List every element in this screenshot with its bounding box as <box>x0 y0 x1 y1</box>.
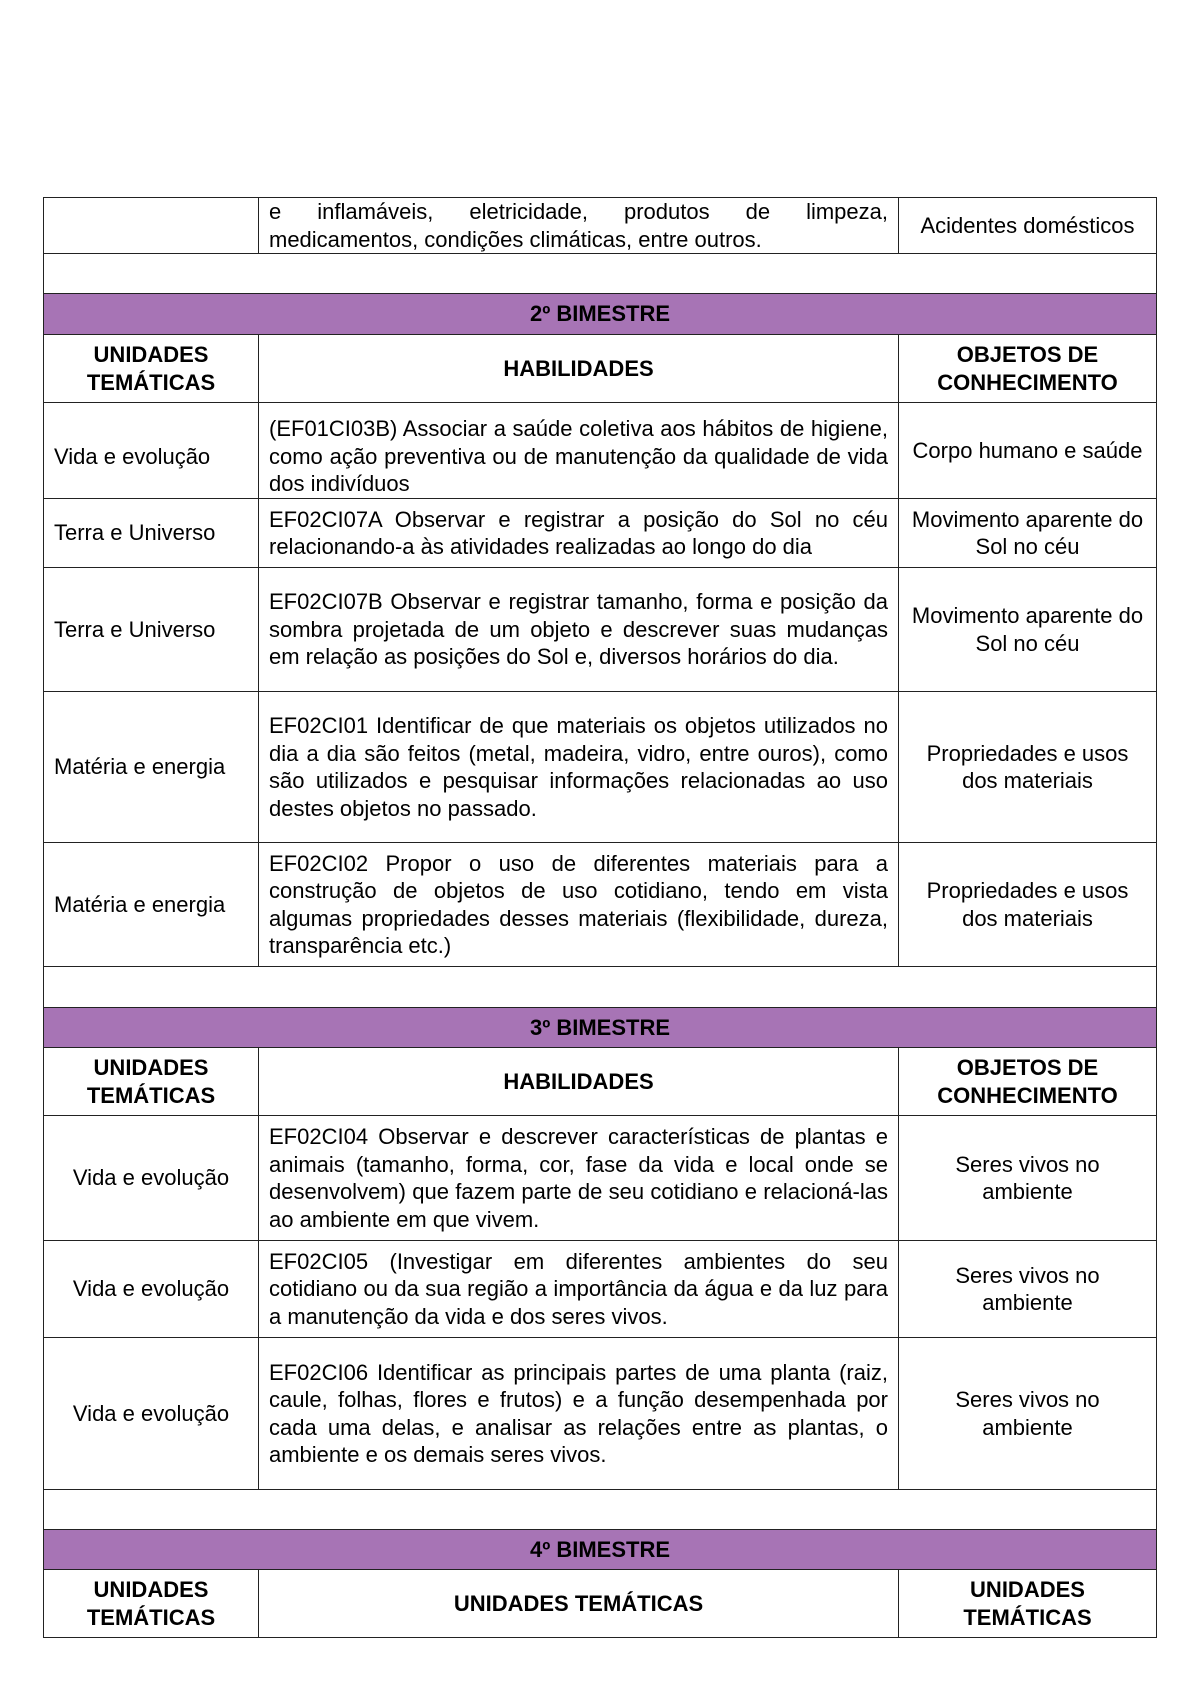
table-row <box>44 198 1157 254</box>
unidade-cell: Matéria e energia <box>44 692 259 843</box>
header-objetos: OBJETOS DE CONHECIMENTO <box>899 1048 1157 1116</box>
header-objetos: UNIDADES TEMÁTICAS <box>899 1570 1157 1638</box>
unidade-cell: Terra e Universo <box>44 568 259 692</box>
spacer-row <box>44 254 1157 294</box>
spacer-row <box>44 1490 1157 1530</box>
table-row <box>44 499 1157 568</box>
habilidade-cell: EF02CI04 Observar e descrever características de plantas e animais (tamanho, forma, cor, fase da vida e local onde se desenvolvem) que fazem parte de seu cotidiano e relacioná-las ao ambiente em que vivem. <box>259 1116 899 1241</box>
spacer-cell <box>44 254 1157 294</box>
habilidade-cell: EF02CI07A Observar e registrar a posição do Sol no céu relacionando-a às atividades realizadas ao longo do dia <box>259 499 899 568</box>
header-row <box>44 335 1157 403</box>
bimestre-title: 2º BIMESTRE <box>44 294 1157 335</box>
header-unidades: UNIDADES TEMÁTICAS <box>44 1570 259 1638</box>
bimestre-title: 3º BIMESTRE <box>44 1008 1157 1048</box>
bimestre-band <box>44 1008 1157 1048</box>
habilidade-cell: EF02CI05 (Investigar em diferentes ambientes do seu cotidiano ou da sua região a importância da água e da luz para a manutenção da vida e dos seres vivos. <box>259 1241 899 1338</box>
unidade-cell: Vida e evolução <box>44 1338 259 1490</box>
table-row <box>44 1338 1157 1490</box>
spacer-cell <box>44 1490 1157 1530</box>
spacer-row <box>44 967 1157 1008</box>
objeto-cell: Seres vivos no ambiente <box>899 1338 1157 1490</box>
unidade-cell: Terra e Universo <box>44 499 259 568</box>
bimestre-band <box>44 294 1157 335</box>
table-row <box>44 843 1157 967</box>
unidade-cell: Vida e evolução <box>44 403 259 499</box>
unidade-cell: Matéria e energia <box>44 843 259 967</box>
habilidade-cell: EF02CI06 Identificar as principais partes de uma planta (raiz, caule, folhas, flores e frutos) e a função desempenhada por cada uma delas, e analisar as relações entre as plantas, o ambiente e os demais seres vivos. <box>259 1338 899 1490</box>
header-unidades: UNIDADES TEMÁTICAS <box>44 1048 259 1116</box>
objeto-cell: Movimento aparente do Sol no céu <box>899 568 1157 692</box>
bimestre-title: 4º BIMESTRE <box>44 1530 1157 1570</box>
unidade-cell: Vida e evolução <box>44 1116 259 1241</box>
header-row <box>44 1570 1157 1638</box>
objeto-cell: Corpo humano e saúde <box>899 403 1157 499</box>
table-row <box>44 1241 1157 1338</box>
habilidade-cell: (EF01CI03B) Associar a saúde coletiva aos hábitos de higiene, como ação preventiva ou de manutenção da qualidade de vida dos indivíduos <box>259 403 899 499</box>
unidade-cell <box>44 198 259 254</box>
header-unidades: UNIDADES TEMÁTICAS <box>44 335 259 403</box>
habilidade-cell: e inflamáveis, eletricidade, produtos de limpeza, medicamentos, condições climáticas, entre outros. <box>259 198 899 254</box>
objeto-cell: Movimento aparente do Sol no céu <box>899 499 1157 568</box>
objeto-cell: Acidentes domésticos <box>899 198 1157 254</box>
header-habilidades: HABILIDADES <box>259 335 899 403</box>
habilidade-cell: EF02CI01 Identificar de que materiais os objetos utilizados no dia a dia são feitos (metal, madeira, vidro, entre ouros), como são utilizados e pesquisar informações relacionadas ao uso destes objetos no passado. <box>259 692 899 843</box>
objeto-cell: Propriedades e usos dos materiais <box>899 843 1157 967</box>
habilidade-cell: EF02CI02 Propor o uso de diferentes materiais para a construção de objetos de uso cotidiano, tendo em vista algumas propriedades desses materiais (flexibilidade, dureza, transparência etc.) <box>259 843 899 967</box>
table-row <box>44 692 1157 843</box>
table-row <box>44 568 1157 692</box>
table-row <box>44 403 1157 499</box>
curriculum-table <box>43 197 1157 1638</box>
objeto-cell: Propriedades e usos dos materiais <box>899 692 1157 843</box>
header-habilidades: UNIDADES TEMÁTICAS <box>259 1570 899 1638</box>
header-habilidades: HABILIDADES <box>259 1048 899 1116</box>
table-row <box>44 1116 1157 1241</box>
header-objetos: OBJETOS DE CONHECIMENTO <box>899 335 1157 403</box>
objeto-cell: Seres vivos no ambiente <box>899 1116 1157 1241</box>
objeto-cell: Seres vivos no ambiente <box>899 1241 1157 1338</box>
header-row <box>44 1048 1157 1116</box>
unidade-cell: Vida e evolução <box>44 1241 259 1338</box>
habilidade-cell: EF02CI07B Observar e registrar tamanho, forma e posição da sombra projetada de um objeto e descrever suas mudanças em relação as posições do Sol e, diversos horários do dia. <box>259 568 899 692</box>
bimestre-band <box>44 1530 1157 1570</box>
spacer-cell <box>44 967 1157 1008</box>
